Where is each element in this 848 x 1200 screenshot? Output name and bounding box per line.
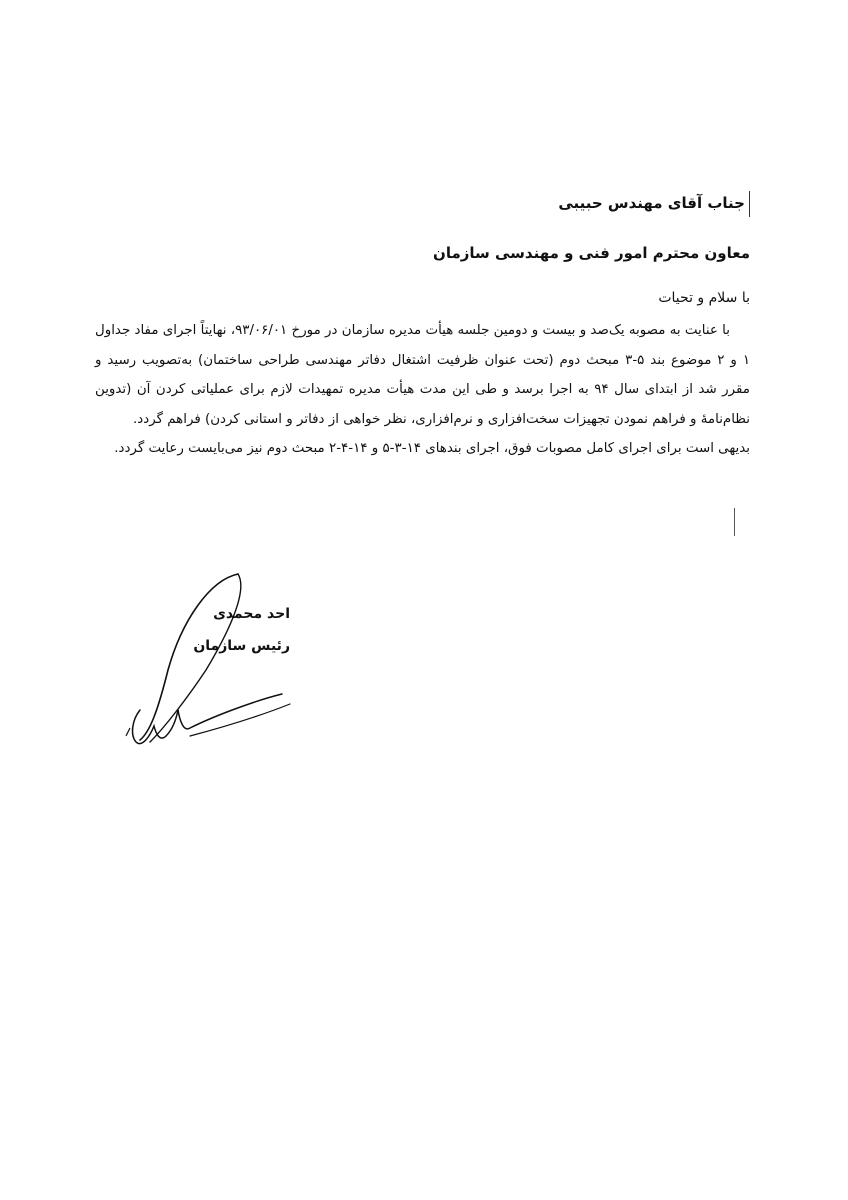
- signature-block: [120, 560, 300, 760]
- greeting: با سلام و تحیات: [658, 290, 750, 306]
- addressee-line: [558, 190, 750, 217]
- body-paragraph-2: بدیهی است برای اجرای کامل مصوبات فوق، اجرای بندهای ۱۴-۳-۵ و ۱۴-۴-۲ مبحث دوم نیز می‌بایست رعایت گردد.: [114, 441, 750, 456]
- handwritten-signature: [120, 560, 300, 760]
- body-paragraph-1: با عنایت به مصوبه یک‌صد و بیست و دومین جلسه هیأت مدیره سازمان در مورخ ۹۳/۰۶/۰۱، نهایتاً اجرای مفاد جداول ۱ و ۲ موضوع بند ۵-۳ مبحث دوم (تحت عنوان ظرفیت اشتغال دفاتر مهندسی طراحی ساختمان) به‌تصویب رسید و مقرر شد از ابتدای سال ۹۴ به اجرا برسد و طی این مدت هیأت مدیره تمهیدات لازم برای عملیاتی کردن آن (تدوین نظام‌نامهٔ و فراهم نمودن تجهیزات سخت‌افزاری و نرم‌افزاری، نظر خواهی از دفاتر و استانی کردن) فراهم گردد.: [95, 323, 751, 427]
- addressee-title: معاون محترم امور فنی و مهندسی سازمان: [433, 244, 750, 262]
- letter-body: [95, 316, 750, 464]
- addressee-name: جناب آقای مهندس حبیبی: [558, 194, 745, 212]
- text-cursor-mark: [734, 508, 735, 536]
- signer-name: احد محمدی: [213, 606, 290, 622]
- signer-title: رئیس سازمان: [193, 638, 290, 654]
- text-cursor-mark: [749, 191, 750, 217]
